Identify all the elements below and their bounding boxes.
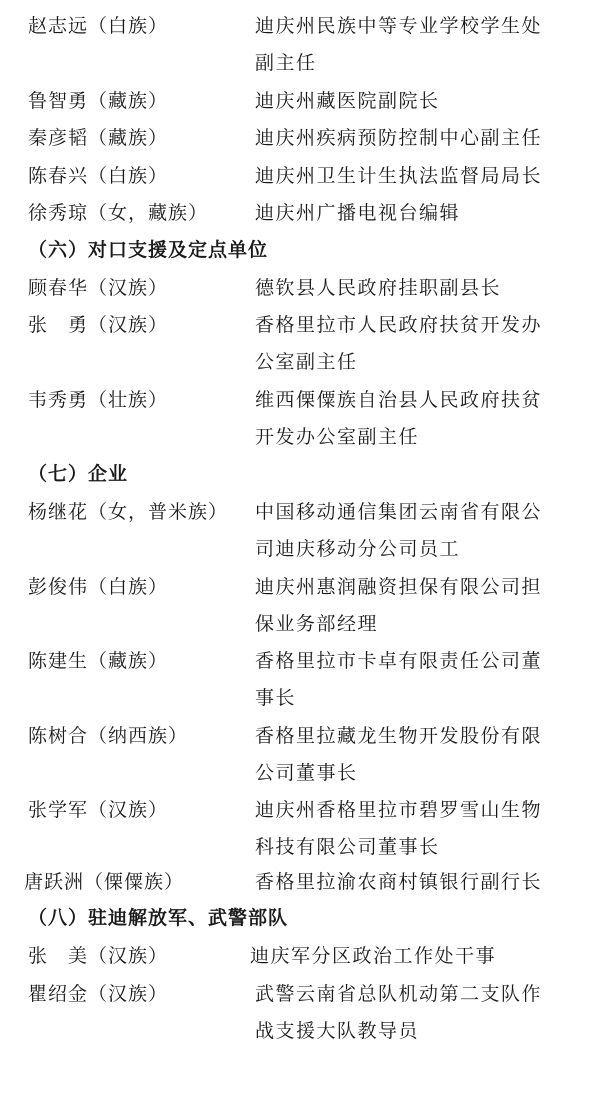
position-line: 香格里拉藏龙生物开发股份有限 [255,725,543,747]
position-line: 司迪庆移动分公司员工 [255,538,461,560]
position-line: 公室副主任 [255,351,358,373]
person-position [255,569,555,643]
position-line: 迪庆州广播电视台编辑 [255,202,461,224]
person-position [255,83,555,120]
position-line: 武警云南省总队机动第二支队作 [255,983,543,1005]
person-name: 彭俊伟（白族） [28,576,169,598]
position-line: 事长 [255,687,297,709]
section-heading: （八）驻迪解放军、武警部队 [28,907,289,929]
person-name: 瞿绍金（汉族） [28,983,169,1005]
position-line: 迪庆州疾病预防控制中心副主任 [255,127,543,149]
person-name: 韦秀勇（壮族） [28,389,169,411]
person-name: 鲁智勇（藏族） [28,90,169,112]
position-line: 保业务部经理 [255,613,379,635]
person-position [255,643,555,717]
person-name: 顾春华（汉族） [28,277,169,299]
person-name: 张 勇（汉族） [28,314,169,336]
person-position [255,307,555,381]
person-position [255,270,555,307]
person-name: 唐跃洲（傈僳族） [24,871,185,893]
person-name: 赵志远（白族） [28,15,169,37]
position-line: 迪庆军分区政治工作处干事 [250,945,497,967]
position-line: 迪庆州惠润融资担保有限公司担 [255,576,543,598]
person-position [255,382,555,456]
section-heading: （六）对口支援及定点单位 [28,239,269,261]
person-name: 陈树合（纳西族） [28,725,189,747]
position-line: 维西傈僳族自治县人民政府扶贫 [255,389,543,411]
position-line: 副主任 [255,52,317,74]
position-line: 开发办公室副主任 [255,426,420,448]
person-name: 杨继花（女，普米族） [28,501,229,523]
position-line: 香格里拉市人民政府扶贫开发办 [255,314,543,336]
person-position [255,494,555,568]
person-position [255,718,555,792]
person-position [255,195,555,232]
person-position [255,120,555,157]
position-line: 迪庆州藏医院副院长 [255,90,440,112]
person-position [255,976,555,1050]
person-position [255,8,555,82]
person-position [250,938,550,975]
position-line: 香格里拉市卡卓有限责任公司董 [255,650,543,672]
position-line: 迪庆州民族中等专业学校学生处 [255,15,543,37]
person-name: 张学军（汉族） [28,799,169,821]
section-heading: （七）企业 [28,463,129,485]
position-line: 科技有限公司董事长 [255,836,440,858]
position-line: 德钦县人民政府挂职副县长 [255,277,502,299]
person-name: 秦彦韬（藏族） [28,127,169,149]
person-name: 陈建生（藏族） [28,650,169,672]
position-line: 迪庆州香格里拉市碧罗雪山生物 [255,799,543,821]
person-name: 徐秀琼（女，藏族） [28,202,209,224]
person-position [255,792,555,866]
person-position [255,158,555,195]
position-line: 中国移动通信集团云南省有限公 [255,501,543,523]
position-line: 迪庆州卫生计生执法监督局局长 [255,165,543,187]
person-name: 陈春兴（白族） [28,165,169,187]
person-name: 张 美（汉族） [28,945,169,967]
person-position [255,864,555,901]
position-line: 战支援大队教导员 [255,1020,420,1042]
position-line: 香格里拉渝农商村镇银行副行长 [255,871,543,893]
position-line: 公司董事长 [255,762,358,784]
